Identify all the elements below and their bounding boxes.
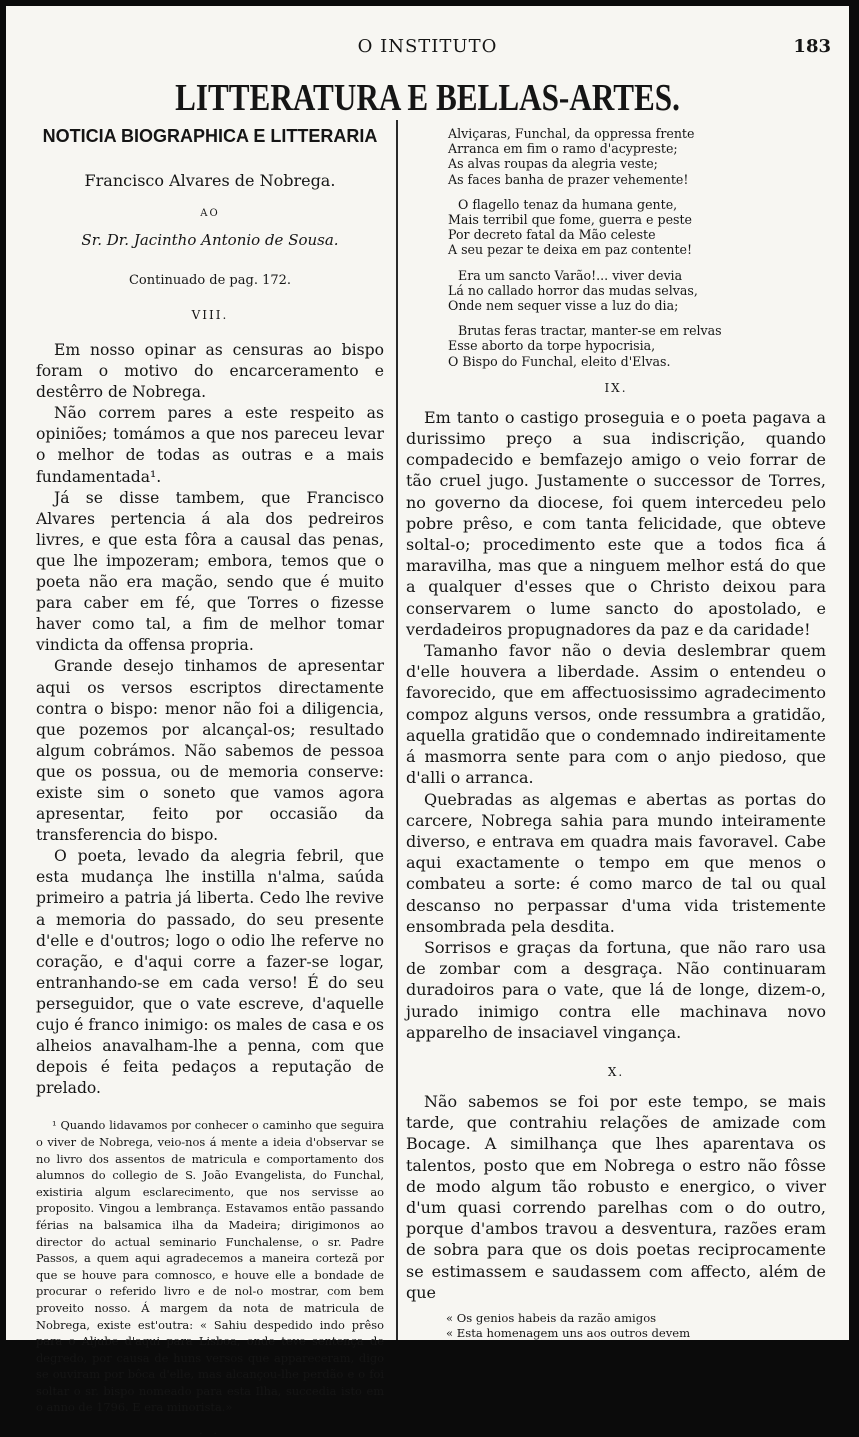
poem-line: Mais terribil que fome, guerra e peste: [448, 212, 692, 228]
left-column: [36, 126, 384, 1437]
footnote-end-mark: . .: [199, 1426, 221, 1437]
journal-name: O INSTITUTO: [357, 36, 498, 57]
section-number-x: X.: [607, 1064, 625, 1079]
poem-line: Onde nem sequer visse a luz do dia;: [448, 298, 679, 314]
poem-line: Esse aborto da torpe hypocrisia,: [448, 338, 656, 354]
column-divider: [396, 120, 398, 1340]
poem-line: Lá no callado horror das mudas selvas,: [448, 282, 698, 298]
quote-line: « Esta homenagem uns aos outros devem: [446, 1325, 691, 1340]
paragraph: O poeta, levado da alegria febril, que esta mudança lhe instilla n'alma, saúda primeiro a patria já liberta. Cedo lhe revive a memoria do passado, do seu presente d'elle e d'outros; logo o odio lhe referve no coração, e d'aqui corre a fazer-se logar, entranhando-se em cada verso! É do seu perseguidor, que o vate escreve, d'aquelle cujo é franco inimigo: os males de casa e os alheios anavalham-lhe a penna, com que depois é feita pedaços a reputação de prelado.: [36, 847, 384, 1098]
sonnet-stanza: [406, 268, 826, 314]
poem-line: Era um sancto Varão!... viver devia: [458, 267, 683, 283]
poem-line: Arranca em fim o ramo d'acypreste;: [448, 141, 678, 157]
poem-line: O Bispo do Funchal, eleito d'Elvas.: [448, 353, 671, 369]
article-subject: Francisco Alvares de Nobrega.: [84, 171, 336, 190]
poem-line: A seu pezar te deixa em paz contente!: [448, 242, 693, 258]
poem-line: Brutas feras tractar, manter-se em relvas: [458, 323, 722, 339]
sonnet-stanza: [406, 197, 826, 258]
dedication-prefix: AO: [200, 208, 220, 219]
paragraph: Quebradas as algemas e abertas as portas do carcere, Nobrega sahia para mundo inteiramente diverso, e entrava em quadra mais favoravel. Cabe aqui exactamente o tempo em que menos o combateu a sorte: é como marco de tal ou qual descanso no perpassar d'uma vida tristemente ensombrada pela desdita.: [406, 789, 826, 936]
quote-line: « Os genios habeis da razão amigos: [446, 1310, 657, 1325]
poem-line: O flagello tenaz da humana gente,: [458, 196, 678, 212]
section-number-viii: VIII.: [191, 308, 229, 322]
section-title: LITTERATURA E BELLAS-ARTES.: [175, 77, 680, 119]
paragraph: Em nosso opinar as censuras ao bispo foram o motivo do encarceramento e destêrro de Nobrega.: [36, 341, 384, 402]
poem-line: Alviçaras, Funchal, da oppressa frente: [448, 126, 695, 141]
section-number-ix: IX.: [604, 380, 628, 395]
paragraph: Grande desejo tinhamos de apresentar aqui os versos escriptos directamente contra o bispo: menor não foi a diligencia, que pozemos por alcançal-os; resultado algum cobrámos. Não sabemos de pessoa que os possua, ou de memoria conserve: existe sim o soneto que vamos agora apresentar, feito por occasião da transferencia do bispo.: [36, 657, 384, 845]
paragraph: Tamanho favor não o devia deslembrar quem d'elle houvera a liberdade. Assim o entendeu o favorecido, que em affectuosissimo agradecimento compoz alguns versos, onde ressumbra a gratidão, aquella gratidão que o condemnado indireitamente á masmorra sente para com o anjo piedoso, que d'alli o arranca.: [406, 641, 826, 788]
dedication: Sr. Dr. Jacintho Antonio de Sousa.: [81, 231, 339, 249]
article-title: NOTICIA BIOGRAPHICA E LITTERARIA: [42, 126, 378, 146]
continued-note: Continuado de pag. 172.: [128, 273, 292, 288]
poem-line: As faces banha de prazer vehemente!: [448, 171, 689, 187]
sonnet-stanza: [406, 323, 826, 369]
footnote: ¹ Quando lidavamos por conhecer o caminho que seguira o viver de Nobrega, veio-nos á mente a ideia d'observar se no livro dos assentos de matricula e comportamento dos alumnos do collegio de S. João Evangelista, do Funchal, existiria algum esclarecimento, que nos servisse ao proposito. Vingou a lembrança. Estavamos então passando férias na balsamica ilha da Madeira; dirigimonos ao director do actual seminario Funchalense, o sr. Padre Passos, a quem aqui agradecemos a maneira cortezã por que se houve para comnosco, e houve elle a bondade de procurar o referido livro e de nol-o mostrar, com bem proveito nosso. Á margem da nota de matricula de Nobrega, existe est'outra: « Sahiu despedido indo prêso para o Aljube d'aqui para Lisboa, onde teve sentença de degredo, por causa de huns versos que appareceram, digo se ouviram por bôca d'elle, mas alcançou-lhe perdão e o foi soltar o sr. bispo nomeado para esta Ilha, succedia isto em o anno de 1796. E era minorista.»: [36, 1118, 384, 1415]
page-number: 183: [793, 36, 831, 57]
closing-quote: [406, 1311, 826, 1341]
poem-line: As alvas roupas da alegria veste;: [448, 156, 658, 172]
poem-line: Por decreto fatal da Mão celeste: [448, 227, 656, 243]
paragraph: Já se disse tambem, que Francisco Alvares pertencia á ala dos pedreiros livres, e que esta fôra a causal das penas, que lhe impozeram; embora, temos que o poeta não era mação, sendo que é muito para caber em fé, que Torres o fizesse haver como tal, a fim de melhor tomar vindicta da offensa propria.: [36, 488, 384, 655]
right-column: [406, 126, 826, 1341]
document-page: [6, 6, 849, 1437]
paragraph: Em tanto o castigo proseguia e o poeta pagava a durissimo preço a sua indiscrição, quando compadecido e bemfazejo amigo o veio forrar de tão cruel jugo. Justamente o successor de Torres, no governo da diocese, foi quem intercedeu pelo pobre prêso, e com tanta felicidade, que obteve soltal-o; procedimento este que a todos fica á maravilha, mas que a ninguem melhor está do que a qualquer d'esses que o Christo deixou para conservarem o lume sancto do apostolado, e verdadeiros propugnadores da paz e da caridade!: [406, 407, 826, 639]
paragraph: Não correm pares a este respeito as opiniões; tomámos a que nos pareceu levar o melhor de todas as outras e a mais fundamentada¹.: [36, 404, 384, 486]
paragraph: Sorrisos e graças da fortuna, que não raro usa de zombar com a desgraça. Não continuaram duradoiros para o vate, que lá de longe, dizem-o, jurado inimigo contra elle machinava novo apparelho de insaciavel vingança.: [406, 937, 826, 1042]
sonnet-stanza: [406, 126, 826, 187]
footnote-separator: [36, 1099, 384, 1117]
paragraph: Não sabemos se foi por este tempo, se mais tarde, que contrahiu relações de amizade com Bocage. A similhança que lhes aparentava os talentos, posto que em Nobrega o estro não fôsse de modo algum tão robusto e energico, o viver d'um quasi correndo parelhas com o do outro, porque d'ambos travou a desventura, razões eram de sobra para que os dois poetas reciprocamente se estimassem e saudassem com affecto, além de que: [406, 1091, 826, 1302]
running-header: [6, 36, 849, 62]
